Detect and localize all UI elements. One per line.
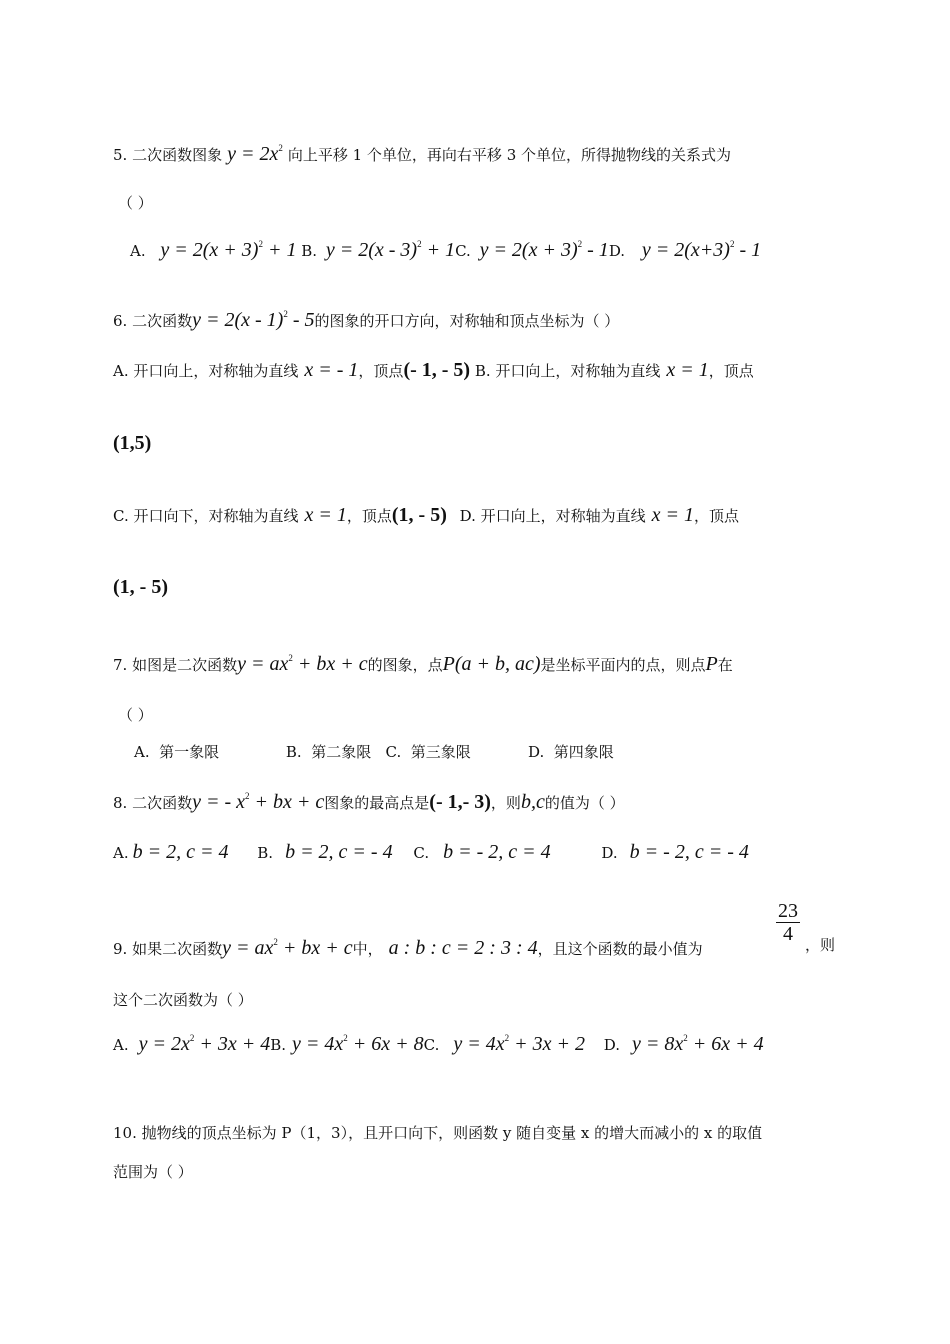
q5-prefix: 5. 二次函数图象 [113, 146, 223, 164]
q5-paren: （ ） [118, 194, 153, 212]
q7-options: A. 第一象限 B. 第二象限 C. 第三象限 D. 第四象限 [134, 743, 614, 761]
q9-option-b: $y = 4x^2 + 6x + 8$ [292, 1033, 424, 1055]
q8-option-b: b = 2, c = - 4 [285, 841, 393, 863]
q9-line1 [113, 932, 703, 959]
q5-option-a-label: A. [130, 242, 146, 260]
q7-suffix: 是坐标平面内的点，则点 [540, 656, 706, 674]
q9-option-a: $y = 2x^2 + 3x + 4$ [138, 1033, 271, 1055]
q9-min-fraction [776, 900, 800, 945]
q6-formula: y = 2(x - 1)$^2$ - 5 [192, 309, 315, 331]
q5-option-d-label: D. [608, 242, 626, 260]
q8-vertex: (- 1,- 3) [429, 791, 491, 813]
q7-end: 在 [717, 656, 733, 674]
q5-formula: $y = 2x^2$ [222, 143, 283, 165]
q8-end: 的值为（ ） [544, 794, 625, 812]
q9-ratio: a : b : c = 2 : 3 : 4 [388, 937, 538, 959]
q10-line2: 范围为（ ） [113, 1163, 193, 1181]
q6-suffix: 的图象的开口方向，对称轴和顶点坐标为（ ） [314, 312, 620, 330]
q7-formula: $y = ax^2$ + bx + c [237, 653, 368, 675]
q6-option-d-vertex-label: ，顶点 [694, 507, 740, 525]
q6-option-a-label: A. 开口向上，对称轴为直线 [113, 362, 299, 380]
q8-suffix: ，则 [490, 794, 521, 812]
q8-line1 [113, 786, 625, 813]
q9-options [113, 1028, 764, 1055]
q6-option-d-vertex-line [113, 577, 168, 598]
q7-paren: （ ） [118, 706, 153, 724]
q9-formula: $y = ax^2$ + bx + c [222, 937, 353, 959]
q9-option-c: $y = 4x^2 + 3x + 2$ [453, 1033, 585, 1055]
q8-option-c-label: C. [413, 844, 430, 862]
q7-point: P(a + b, ac) [442, 653, 541, 675]
q9-option-d: $y = 8x^2 + 6x + 4$ [632, 1033, 764, 1055]
q9-option-d-label: D. [603, 1036, 621, 1054]
q9-line2: 这个二次函数为（ ） [113, 991, 253, 1009]
q9-suffix: ，且这个函数的最小值为 [537, 940, 703, 958]
q9-option-a-label: A. [113, 1036, 129, 1054]
q8-mid: 图象的最高点是 [324, 794, 430, 812]
q6-option-c-vertex: (1, - 5) [391, 504, 447, 526]
q10-line1: 10. 抛物线的顶点坐标为 P（1，3），且开口向下，则函数 y 随自变量 x 的增大而减小的 x 的取值 [113, 1124, 763, 1142]
q6-option-b-label: B. 开口向上，对称轴为直线 [474, 362, 661, 380]
q7-prefix: 7. 如图是二次函数 [113, 656, 238, 674]
q5-option-c: $y = 2(x + 3)^2 - 1$ [479, 239, 609, 261]
q6-option-a-axis: x = - 1 [304, 359, 359, 381]
q9-option-b-label: B. [270, 1036, 287, 1054]
q8-option-d-label: D. [601, 844, 618, 862]
q6-option-b-vertex-line [113, 433, 151, 454]
q6-line1 [113, 304, 619, 331]
q7-line1 [113, 648, 733, 675]
q5-options [130, 234, 761, 261]
q6-prefix: 6. 二次函数 [113, 312, 193, 330]
q5-option-b-label: B. [301, 242, 318, 260]
q8-option-c: b = - 2, c = 4 [443, 841, 551, 863]
q5-suffix: 向上平移 1 个单位，再向右平移 3 个单位，所得抛物线的关系式为 [287, 146, 732, 164]
q6-option-c-vertex-label: ，顶点 [346, 507, 392, 525]
q5-option-d: $y = 2(x+3)^2 - 1$ [641, 239, 762, 261]
q6-option-a-vertex: (- 1, - 5) [403, 359, 471, 381]
q6-option-b-axis: x = 1 [666, 359, 709, 381]
q8-option-a: b = 2, c = 4 [132, 841, 229, 863]
q6-option-b-vertex: (1,5) [113, 432, 152, 454]
q6-option-d-label: D. 开口向上，对称轴为直线 [459, 507, 646, 525]
q9-option-c-label: C. [423, 1036, 440, 1054]
q5-line1 [113, 138, 731, 165]
q8-prefix: 8. 二次函数 [113, 794, 193, 812]
q6-option-a-vertex-label: ，顶点 [358, 362, 404, 380]
q5-option-c-label: C. [455, 242, 471, 260]
q8-options [113, 842, 749, 863]
q6-options-cd [113, 505, 739, 526]
q8-vars: b,c [520, 791, 545, 813]
q5-option-b: y = 2(x - 3)$^2$ + 1 [325, 239, 456, 261]
q6-option-b-vertex-label: ，顶点 [708, 362, 754, 380]
q6-option-d-vertex: (1, - 5) [113, 576, 168, 598]
q7-mid: 的图象，点 [367, 656, 443, 674]
q6-option-c-label: C. 开口向下，对称轴为直线 [113, 507, 299, 525]
q9-fraction-denominator: 4 [783, 923, 793, 945]
q8-option-d: b = - 2, c = - 4 [629, 841, 749, 863]
q5-option-a: $y = 2(x + 3)^2 + 1$ [160, 239, 297, 261]
q6-option-d-axis: x = 1 [651, 504, 695, 526]
q7-point-p: P [705, 653, 718, 675]
q9-end: ，则 [805, 936, 836, 954]
q6-options-ab [113, 360, 754, 381]
q9-mid: 中， [352, 940, 383, 958]
q9-fraction-numerator: 23 [778, 900, 798, 922]
q8-formula: y = - $x^2$ + bx + c [192, 791, 325, 813]
q8-option-a-label: A. [113, 844, 129, 862]
q9-prefix: 9. 如果二次函数 [113, 940, 223, 958]
q8-option-b-label: B. [257, 844, 274, 862]
q6-option-c-axis: x = 1 [304, 504, 347, 526]
